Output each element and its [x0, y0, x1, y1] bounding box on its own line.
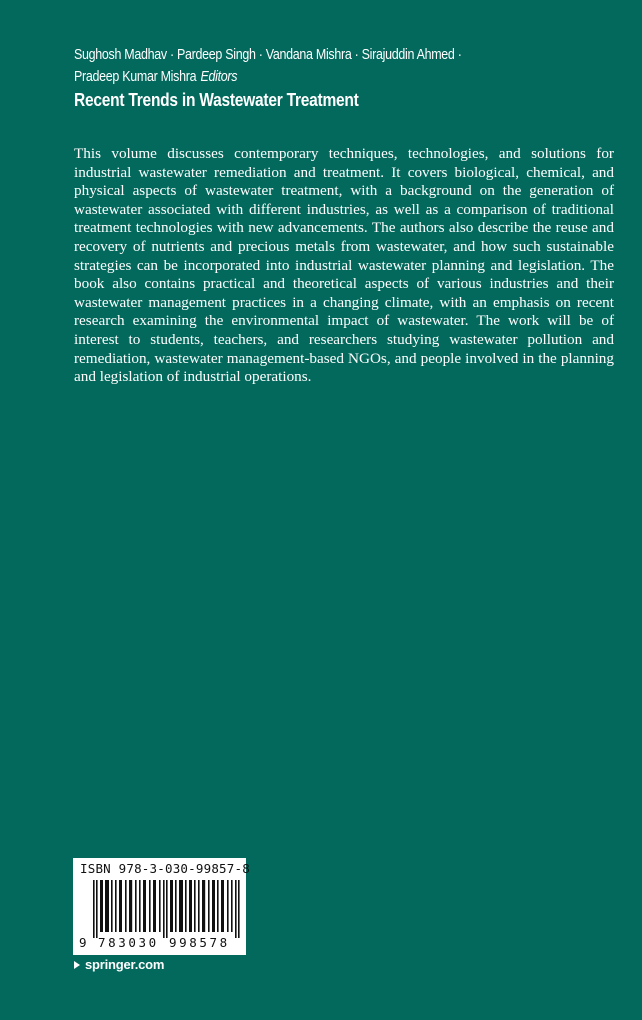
ean-group-2: 998578: [169, 935, 230, 950]
editor-name: Pradeep Kumar Mishra: [74, 69, 197, 85]
triangle-right-icon: [74, 961, 80, 969]
isbn-label: ISBN 978-3-030-99857-8: [80, 861, 250, 876]
ean-first-digit: 9: [79, 935, 87, 950]
editors-line-1: Sughosh Madhav · Pardeep Singh · Vandana Mishra · Sirajuddin Ahmed ·: [74, 47, 462, 63]
barcode-bars-icon: [93, 880, 241, 938]
isbn-barcode: [73, 858, 250, 955]
editors-block: [74, 44, 616, 88]
book-title: Recent Trends in Wastewater Treatment: [74, 89, 359, 110]
springer-link[interactable]: [74, 957, 164, 973]
book-description: This volume discusses contemporary techniques, technologies, and solutions for industrial wastewater remediation and treatment. It covers biological, chemical, and physical aspects of wastewater treatment, with a background on the generation of wastewater associated with different industries, as well as a comparison of traditional treatment technologies with new advancements. The authors also describe the reuse and recovery of nutrients and precious metals from wastewater, and how such sustainable strategies can be incorporated into industrial wastewater planning and legislation. The book also contains practical and theoretical aspects of various industries and their wastewater management practices in a changing climate, with an emphasis on recent research examining the environmental impact of wastewater. The work will be of interest to students, teachers, and researchers studying wastewater pollution and remediation, wastewater management-based NGOs, and people involved in the planning and legislation of industrial operations.: [74, 145, 614, 386]
editors-role: Editors: [200, 69, 238, 85]
editors-line-2: [74, 66, 616, 88]
springer-link-text: springer.com: [85, 957, 165, 972]
ean-group-1: 783030: [98, 935, 159, 950]
